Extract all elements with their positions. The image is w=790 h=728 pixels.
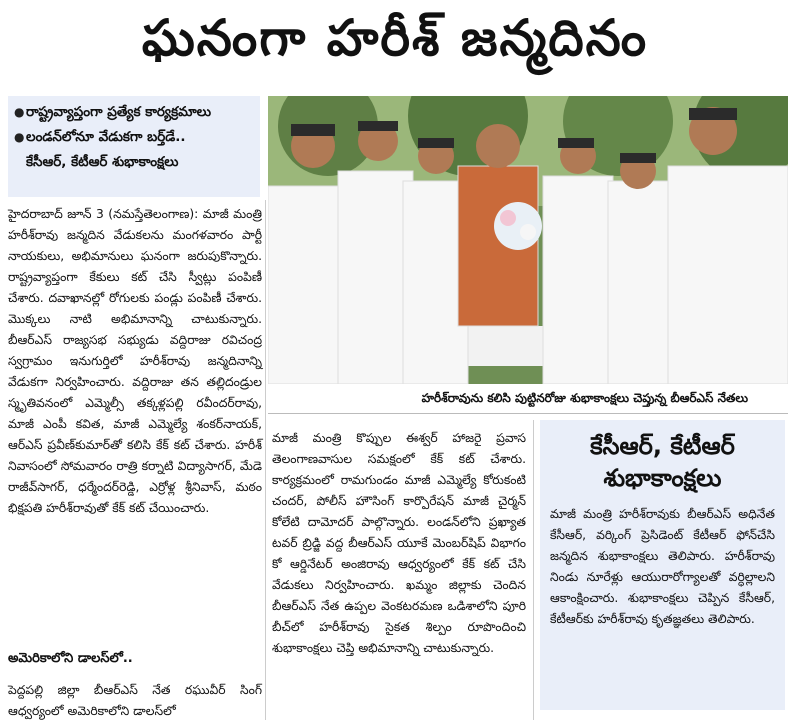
highlight-item bbox=[14, 151, 254, 173]
sidebar-box bbox=[540, 420, 785, 710]
highlight-text: లండన్‌లోనూ వేడుకగా బర్త్‌డే.. bbox=[26, 129, 186, 145]
article-subheading: అమెరికాలోని డాలస్‌లో.. bbox=[8, 651, 133, 666]
bullet-icon: ● bbox=[14, 130, 25, 144]
group-photo-illustration bbox=[268, 96, 788, 384]
sidebar-title bbox=[550, 430, 775, 494]
article-column-1 bbox=[8, 204, 262, 519]
sidebar-title-line: కేసీఆర్, కేటీఆర్ bbox=[590, 432, 735, 460]
highlights-box bbox=[8, 96, 260, 197]
sidebar-body: మాజీ మంత్రి హరీశ్‌రావుకు బీఆర్ఎస్ అధినేత కేసీఆర్, వర్కింగ్ ప్రెసిడెంట్ కేటీఆర్ ఫోన్‌చేసి జన్మదిన శుభాకాంక్షలు తెలిపారు. హరీశ్‌రావు నిండు నూరేళ్లు ఆయురారోగ్యాలతో వర్ధిల్లాలని ఆకాంక్షించారు. శుభాకాంక్షలు చెప్పిన కేసీఆర్, కేటీఆర్‌కు హరీశ్‌రావు కృతజ్ఞతలు తెలిపారు. bbox=[550, 507, 775, 626]
news-photo bbox=[268, 96, 788, 384]
highlight-text: రాష్ట్రవ్యాప్తంగా ప్రత్యేక కార్యక్రమాలు bbox=[26, 104, 211, 120]
article-column-1-tail bbox=[8, 680, 262, 722]
article-paragraph: హైదరాబాద్ జూన్ 3 (నమస్తేతెలంగాణ): మాజీ మంత్రి హరీశ్‌రావు జన్మదిన వేడుకలను మంగళవారం పార్టీ నాయకులు, అభిమానులు ఘనంగా జరుపుకొన్నారు. రాష్ట్రవ్యాప్తంగా కేకులు కట్ చేసి స్వీట్లు పంపిణీ చేశారు. దవాఖానల్లో రోగులకు పండ్లు పంపిణీ చేశారు. మొక్కలు నాటి అభిమానాన్ని చాటుకున్నారు. బీఆర్ఎస్ రాజ్యసభ సభ్యుడు వద్దిరాజు రవిచంద్ర స్వగ్రామం ఇనుగుర్తిలో హరీశ్‌రావు జన్మదినాన్ని వేడుకగా నిర్వహించారు. వద్దిరాజు తన తల్లిదండ్రుల స్మృతివనంలో ఎమ్మెల్సీ తక్కళ్లపల్లి రవీందర్‌రావు, మాజీ ఎంపీ కవిత, మాజీ ఎమ్మెల్యే శంకర్‌నాయక్, ఆర్ఎస్ ప్రవీణ్‌కుమార్‌తో కలిసి కేక్ కట్ చేశారు. హరీశ్ నివాసంలో సోమవారం రాత్రి కర్నాటి విద్యాసాగర్, మేడె రాజీవ్‌సాగర్, ధర్మేందర్‌రెడ్డి, ఎర్రోళ్ల శ్రీనివాస్, మఠం భిక్షపతి హరీశ్‌రావుతో కేక్ కట్ చేయించారు. bbox=[8, 207, 262, 515]
sidebar-title-line: శుభాకాంక్షలు bbox=[603, 464, 722, 492]
highlight-item bbox=[14, 101, 254, 123]
highlight-text: కేసీఆర్, కేటీఆర్ శుభాకాంక్షలు bbox=[26, 154, 179, 170]
headline: ఘనంగా హరీశ్ జన్మదినం bbox=[141, 8, 649, 67]
column-divider bbox=[265, 200, 266, 720]
highlight-item bbox=[14, 126, 254, 148]
article-column-2 bbox=[272, 428, 526, 659]
column-divider bbox=[533, 420, 534, 720]
bullet-icon: ● bbox=[14, 105, 25, 119]
photo-caption: హరీశ్‌రావును కలిసి పుట్టినరోజు శుభాకాంక్షలు చెప్తున్న బీఆర్ఎస్ నేతలు bbox=[268, 386, 788, 414]
article-paragraph: పెద్దపల్లి జిల్లా బీఆర్ఎస్ నేత రఘువీర్ సింగ్ ఆధ్వర్యంలో అమెరికాలోని డాలస్‌లో bbox=[8, 683, 262, 718]
article-paragraph: మాజీ మంత్రి కొప్పుల ఈశ్వర్ హాజరై ప్రవాస తెలంగాణవాసుల సమక్షంలో కేక్ కట్ చేశారు. కార్యక్రమంలో రామగుండం మాజీ ఎమ్మెల్యే కోరుకంటి చందర్, పోలీస్ హౌసింగ్ కార్పొరేషన్ మాజీ చైర్మన్ కోలేటి దామోదర్ పాల్గొన్నారు. లండన్‌లోని ప్రఖ్యాత టవర్ బ్రిడ్జి వద్ద బీఆర్ఎస్ యూకే మెంబర్‌షిప్ విభాగం కో ఆర్డినేటర్ అంజిరావు ఆధ్వర్యంలో కేక్ కట్ చేసి వేడుకలు నిర్వహించారు. ఖమ్మం జిల్లాకు చెందిన బీఆర్ఎస్ నేత ఉప్పల వెంకటరమణ ఒడిశాలోని పూరి బీచ్‌లో హరీశ్‌రావు సైకత శిల్పం రూపొందించి శుభాకాంక్షలు చెప్తి అభిమానాన్ని చాటుకున్నారు. bbox=[272, 431, 526, 655]
